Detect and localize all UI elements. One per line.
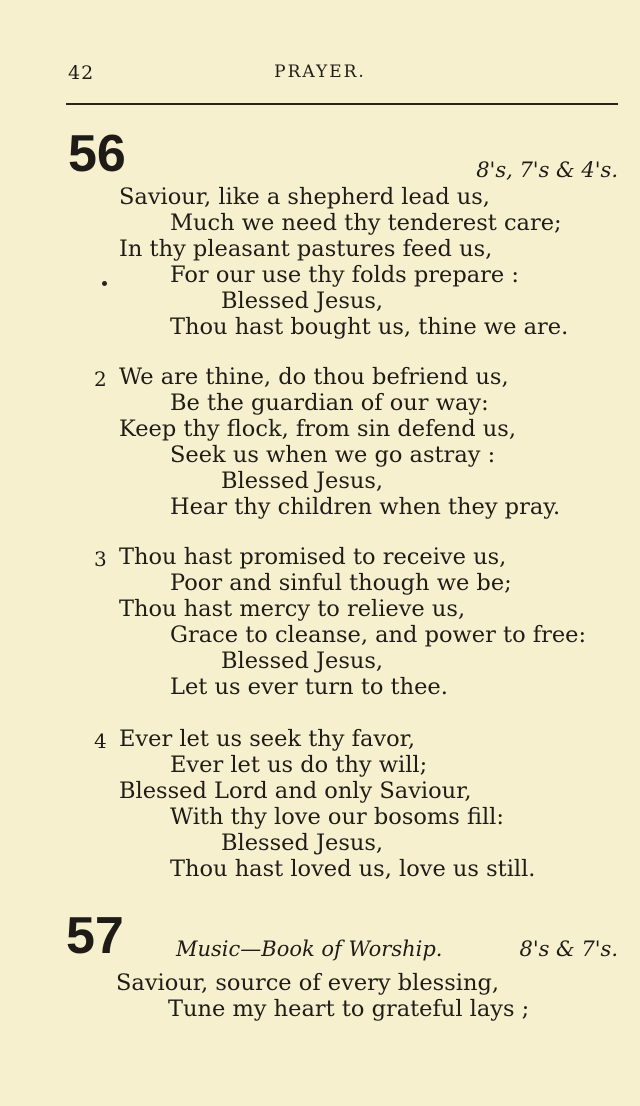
- verse-line: Blessed Lord and only Saviour,: [119, 778, 472, 804]
- hymn-number: 57: [66, 907, 124, 965]
- verse-line: Thou hast mercy to relieve us,: [119, 596, 466, 622]
- verse-line: Be the guardian of our way:: [170, 390, 489, 416]
- verse-line: Much we need thy tenderest care;: [170, 210, 562, 236]
- verse-line: Poor and sinful though we be;: [170, 570, 512, 596]
- verse-line: Let us ever turn to thee.: [170, 674, 448, 700]
- verse-line: Tune my heart to grateful lays ;: [168, 996, 530, 1022]
- verse-line: Blessed Jesus,: [221, 468, 384, 494]
- verse-line: In thy pleasant pastures feed us,: [119, 236, 493, 262]
- page-number: 42: [68, 62, 95, 84]
- verse-number: 4: [94, 729, 107, 753]
- verse-line: Grace to cleanse, and power to free:: [170, 622, 587, 648]
- running-title: PRAYER.: [274, 62, 366, 82]
- verse-line: We are thine, do thou befriend us,: [119, 364, 509, 390]
- hymn-number: 56: [68, 125, 126, 183]
- verse-number: 3: [94, 547, 107, 571]
- verse-line: Saviour, source of every blessing,: [116, 970, 500, 996]
- hymn-music-source: Music—Book of Worship.: [176, 937, 443, 961]
- verse-line: Blessed Jesus,: [221, 830, 384, 856]
- verse-line: Ever let us do thy will;: [170, 752, 428, 778]
- verse-line: Seek us when we go astray :: [170, 442, 496, 468]
- verse-line: Blessed Jesus,: [221, 648, 384, 674]
- hymn-meter: 8's, 7's & 4's.: [476, 158, 618, 182]
- verse-number: 2: [94, 367, 107, 391]
- verse-line: Saviour, like a shepherd lead us,: [119, 184, 490, 210]
- verse-line: With thy love our bosoms fill:: [170, 804, 504, 830]
- hymn-meter: 8's & 7's.: [519, 937, 618, 961]
- verse-line: For our use thy folds prepare :: [170, 262, 519, 288]
- header-rule: [66, 103, 618, 105]
- verse-line: Thou hast promised to receive us,: [119, 544, 507, 570]
- verse-line: Thou hast loved us, love us still.: [170, 856, 536, 882]
- ink-dot: [102, 281, 107, 286]
- verse-line: Keep thy flock, from sin defend us,: [119, 416, 516, 442]
- verse-line: Thou hast bought us, thine we are.: [170, 314, 569, 340]
- verse-line: Hear thy children when they pray.: [170, 494, 561, 520]
- verse-line: Ever let us seek thy favor,: [119, 726, 416, 752]
- verse-line: Blessed Jesus,: [221, 288, 384, 314]
